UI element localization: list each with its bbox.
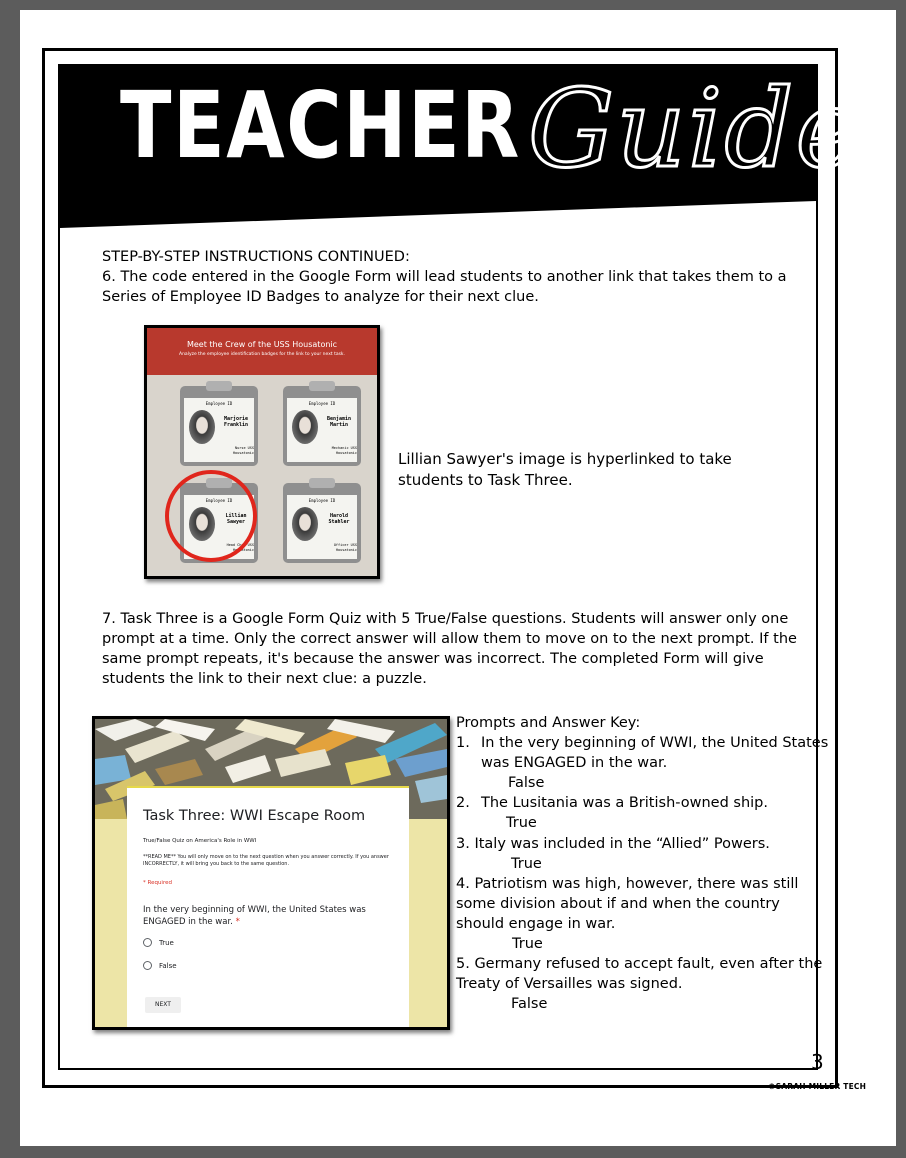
prompt-1-cont: was ENGAGED in the war. xyxy=(481,755,668,772)
answer-4: True xyxy=(512,936,543,953)
answer-1: False xyxy=(508,775,545,792)
prompt-4-line-3: should engage in war. xyxy=(456,915,616,932)
option-label: False xyxy=(159,962,177,970)
prompt-5-line-2: Treaty of Versailles was signed. xyxy=(456,976,683,993)
badge-role: Head Chef USS Housatonic xyxy=(226,543,254,552)
radio-button-icon[interactable] xyxy=(143,938,152,947)
radio-button-icon[interactable] xyxy=(143,961,152,970)
highlight-circle xyxy=(165,470,257,562)
title-guide: Guide xyxy=(528,67,862,192)
answer-2: True xyxy=(506,815,537,832)
title-teacher: TEACHER xyxy=(120,72,521,179)
badge-harold-stahler[interactable] xyxy=(283,483,361,563)
step-heading: STEP-BY-STEP INSTRUCTIONS CONTINUED: xyxy=(102,249,410,265)
required-star: * xyxy=(235,917,240,927)
prompt-1-number: 1. xyxy=(456,735,470,752)
badges-screenshot xyxy=(144,325,380,579)
option-label: True xyxy=(159,939,174,947)
copyright-credit: ©SARAH MILLER TECH xyxy=(768,1082,867,1091)
badges-banner xyxy=(147,328,377,375)
employee-photo xyxy=(189,410,215,444)
badge-name: Lillian Sawyer xyxy=(225,513,247,525)
step-7-text: 7. Task Three is a Google Form Quiz with 5 True/False questions. Students will answer only one prompt at a time. Only the correct answer will allow them to move on to the next prompt. If the same prompt repeats, it's because the answer was incorrect. The completed Form will give students the link to their next clue: a puzzle. xyxy=(102,611,797,687)
page-number: 3 xyxy=(811,1050,824,1074)
form-screenshot xyxy=(92,716,450,1030)
prompt-2 xyxy=(456,793,828,813)
badge-role: Mechanic USS Housatonic xyxy=(331,446,357,455)
badge-benjamin-martin[interactable] xyxy=(283,386,361,466)
prompt-1 xyxy=(456,733,828,753)
badges-title: Meet the Crew of the USS Housatonic xyxy=(186,340,338,349)
badge-header: Employee ID xyxy=(205,401,233,406)
badge-role: Nurse USS Housatonic xyxy=(232,446,254,455)
answer-5: False xyxy=(511,996,548,1013)
option-false[interactable] xyxy=(143,961,177,970)
form-required-label: * Required xyxy=(143,880,172,886)
badge-name: Marjorie Franklin xyxy=(223,416,249,428)
option-true[interactable] xyxy=(143,938,174,947)
badge-name: Benjamin Martin xyxy=(326,416,352,428)
form-note: **READ ME** You will only move on to the next question when you answer correctly. If you answer INCORRECTLY, it will bring you back to the same question. xyxy=(143,854,389,867)
badge-name: Harold Stahler xyxy=(328,513,350,525)
form-title: Task Three: WWI Escape Room xyxy=(143,808,366,824)
prompt-1-text: In the very beginning of WWI, the United States xyxy=(481,735,829,752)
answer-3: True xyxy=(511,855,542,872)
employee-photo xyxy=(292,507,318,541)
badge-marjorie-franklin[interactable] xyxy=(180,386,258,466)
next-button[interactable]: NEXT xyxy=(145,997,181,1013)
prompt-2-text: The Lusitania was a British-owned ship. xyxy=(481,795,768,812)
prompt-2-number: 2. xyxy=(456,795,470,812)
answer-key xyxy=(456,713,828,1014)
badge-header: Employee ID xyxy=(308,401,336,406)
badge-header: Employee ID xyxy=(308,498,336,503)
form-description: True/False Quiz on America's Role in WWI xyxy=(143,838,257,844)
badges-caption: Lillian Sawyer's image is hyperlinked to take students to Task Three. xyxy=(398,450,732,489)
badge-role: Officer USS Housatonic xyxy=(333,543,357,552)
form-question-text: In the very beginning of WWI, the United States was ENGAGED in the war. xyxy=(143,905,366,927)
answer-key-heading: Prompts and Answer Key: xyxy=(456,715,641,731)
employee-photo xyxy=(292,410,318,444)
form-question xyxy=(143,904,399,928)
prompt-3: 3. Italy was included in the “Allied” Powers. xyxy=(456,835,770,852)
badge-header: Employee ID xyxy=(205,498,233,503)
prompt-5-line-1: 5. Germany refused to accept fault, even after the xyxy=(456,956,823,973)
google-form-card xyxy=(127,786,409,1030)
badges-subtitle: Analyze the employee identification badges for the link to your next task. xyxy=(179,352,345,357)
step-6-text: 6. The code entered in the Google Form will lead students to another link that takes them to a Series of Employee ID Badges to analyze for their next clue. xyxy=(102,269,787,305)
prompt-4-line-2: some division about if and when the country xyxy=(456,895,780,912)
prompt-4-line-1: 4. Patriotism was high, however, there was still xyxy=(456,875,799,892)
